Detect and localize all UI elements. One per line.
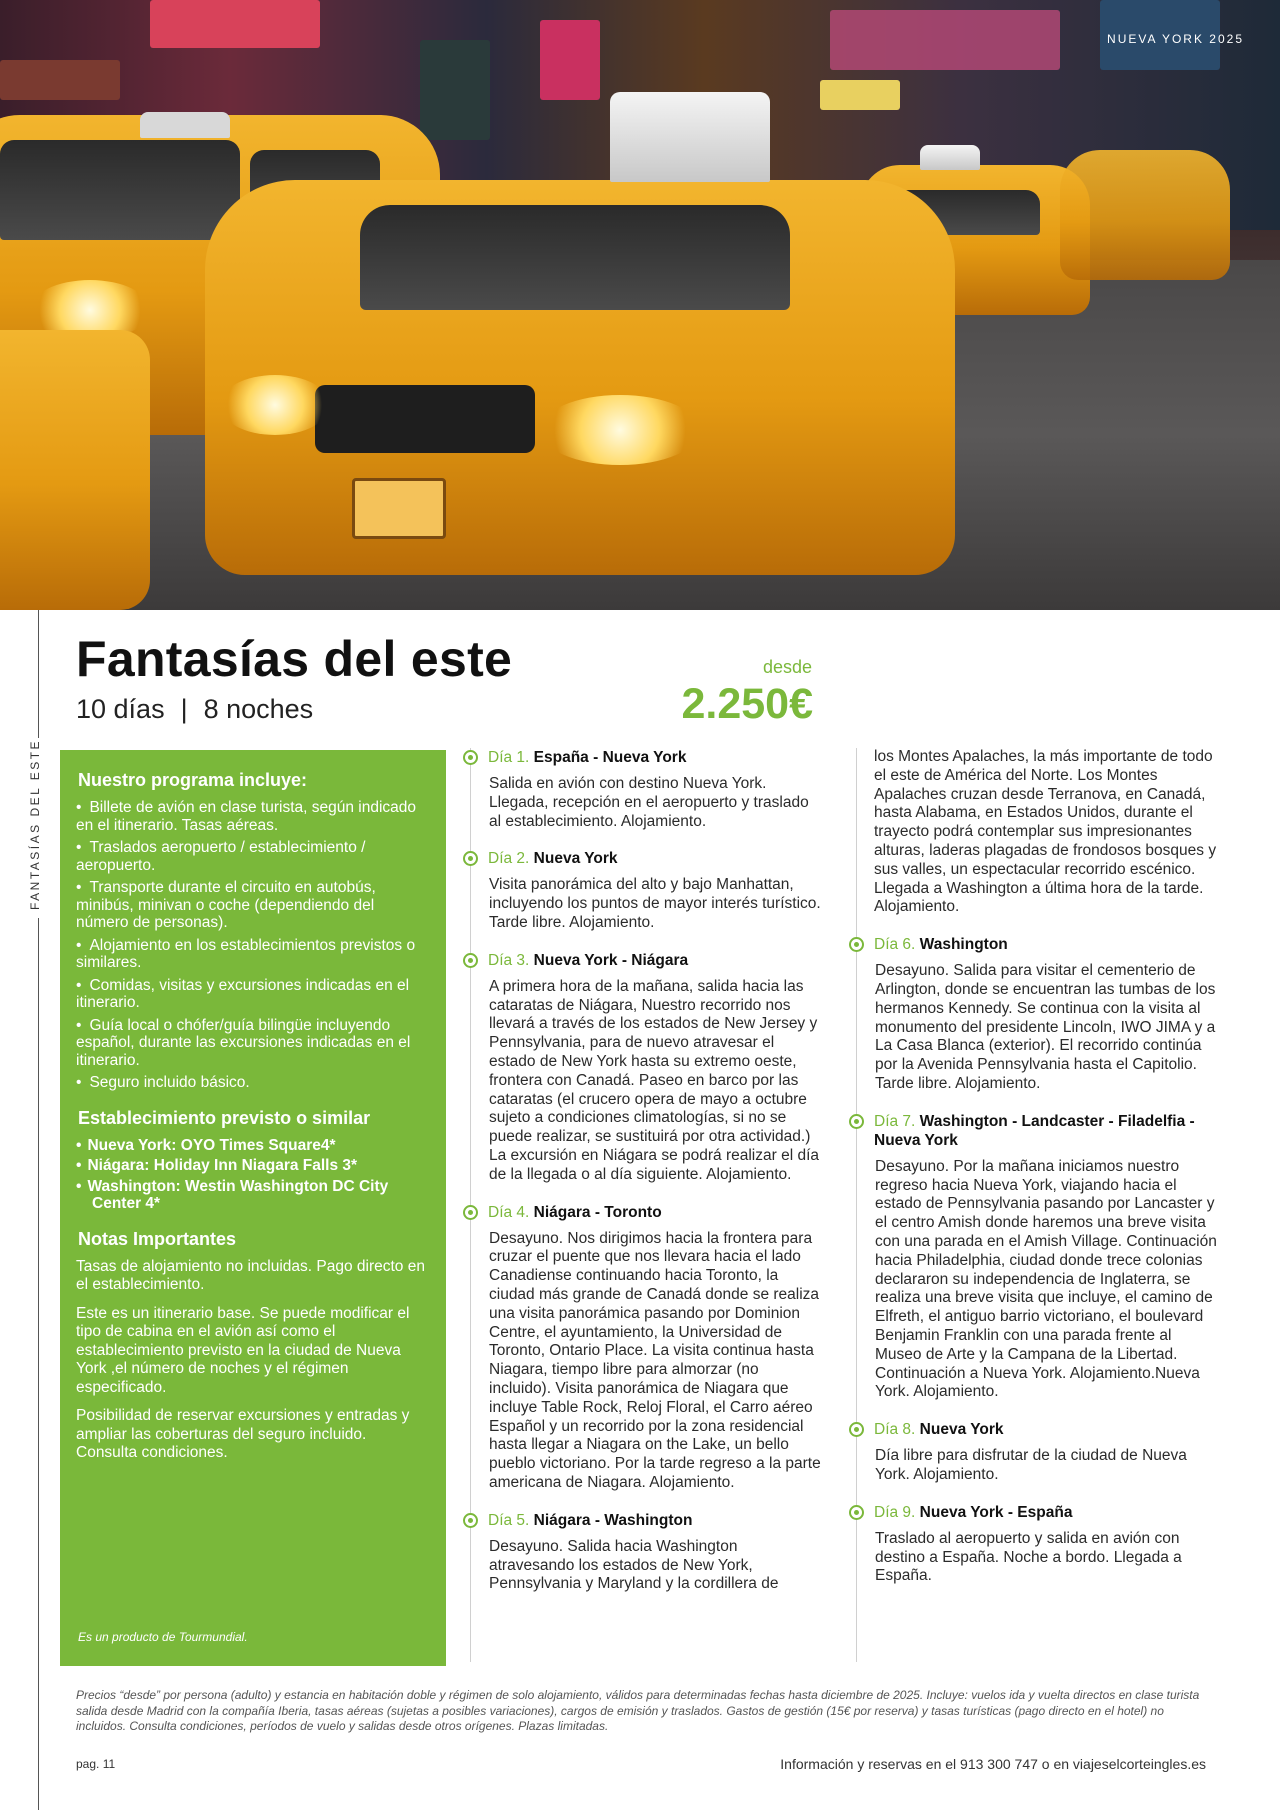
day-title: Nueva York - España	[919, 1503, 1073, 1521]
list-item: • Seguro incluido básico.	[76, 1074, 428, 1092]
day-title: Niágara - Washington	[533, 1511, 693, 1529]
list-item: • Washington: Westin Washington DC City Center 4*	[76, 1178, 428, 1213]
day-number: Día 5.	[488, 1511, 530, 1529]
day-text: Día libre para disfrutar de la ciudad de Nueva York. Alojamiento.	[875, 1447, 1187, 1483]
list-item: • Guía local o chófer/guía bilingüe incluyendo español, durante las excursiones indicadas en el itinerario.	[76, 1017, 428, 1070]
day-heading	[488, 951, 821, 970]
includes-heading: Nuestro programa incluye:	[78, 770, 308, 790]
day-heading	[488, 1511, 821, 1530]
note-paragraph: Este es un itinerario base. Se puede modificar el tipo de cabina en el avión así como el establecimiento previsto en la ciudad de Nueva York ,el número de noches y el régimen especificado.	[76, 1304, 410, 1396]
day-title: Nueva York	[919, 1421, 1004, 1439]
day-text: A primera hora de la mañana, salida hacia las cataratas de Niágara, Nuestro recorrido nos llevará a través de los estados de New Jersey y Pennsylvania, para de nuevo atravesar el estado de New York hasta su extremo oeste, frontera con Canadá. Paseo en barco por las cataratas (el crucero opera de mayo a octubre sujeto a condiciones climatologías, si no se puede realizar, se sustituirá por otra actividad.) La excursión en Niágara se podrá realizar el día de la llegada o al día siguiente. Alojamiento.	[489, 977, 819, 1183]
info-box	[60, 750, 446, 1666]
price-label: desde	[762, 657, 812, 677]
side-label: FANTASÍAS DEL ESTE	[28, 738, 42, 910]
bullet-icon	[849, 1114, 864, 1129]
day-heading	[874, 1112, 1217, 1150]
product-credit: Es un producto de Tourmundial.	[78, 1630, 248, 1644]
duration-days: 10 días	[76, 694, 165, 724]
hero-tag: NUEVA YORK 2025	[1107, 32, 1244, 46]
itinerary-day-2	[471, 849, 821, 932]
list-item: • Nueva York: OYO Times Square4*	[76, 1137, 428, 1155]
trip-duration	[76, 694, 313, 725]
note-paragraph: Tasas de alojamiento no incluidas. Pago directo en el establecimiento.	[76, 1257, 425, 1293]
day-number: Día 2.	[488, 850, 530, 868]
bullet-icon	[463, 1513, 478, 1528]
day-number: Día 9.	[874, 1503, 916, 1521]
hotels-list	[76, 1137, 428, 1213]
bullet-icon	[463, 953, 478, 968]
itinerary-column-2	[856, 748, 1217, 1662]
day-title: Washington - Landcaster - Filadelfia - Nueva York	[874, 1112, 1195, 1149]
page-title: Fantasías del este	[76, 631, 513, 687]
day-heading	[488, 849, 821, 868]
day-text: Traslado al aeropuerto y salida en avión con destino a España. Noche a bordo. Llegada a España.	[875, 1529, 1182, 1585]
day-number: Día 8.	[874, 1421, 916, 1439]
day-text: los Montes Apalaches, la más importante de todo el este de América del Norte. Los Montes Apalaches cruzan desde Terranova, en Canadá, hasta Alabama, en Estados Unidos, durante el trayecto podrá contemplar sus impresionantes alturas, laderas plagadas de frondosos bosques y sus valles, un espectacular recorrido escénico. Llegada a Washington a última hora de la tarde. Alojamiento.	[874, 748, 1217, 916]
note-paragraph: Posibilidad de reservar excursiones y entradas y ampliar las coberturas del seguro incluido. Consulta condiciones.	[76, 1407, 410, 1461]
day-title: Nueva York - Niágara	[533, 951, 689, 969]
list-item: • Comidas, visitas y excursiones indicadas en el itinerario.	[76, 977, 428, 1012]
itinerary-day-4	[471, 1203, 821, 1493]
day-text: Desayuno. Nos dirigimos hacia la frontera para cruzar el puente que nos llevara hacia el lado Canadiense continuando hacia Toronto, la ciudad más grande de Canadá donde se realiza una visita panorámica pasando por Dominion Centre, el ayuntamiento, la Universidad de Toronto, Ontario Place. La visita continua hasta Niagara, tiempo libre para almorzar (no incluido). Visita panorámica de Niagara que incluye Table Rock, Reloj Floral, el Carro aéreo Español y un recorrido por la zona residencial hasta llegar a Niagara on the Lake, un bello pueblo victoriano. Por la tarde regreso a la parte americana de Niagara. Alojamiento.	[489, 1229, 821, 1491]
itinerary-day-5	[471, 1511, 821, 1594]
page-number: pag. 11	[76, 1757, 116, 1771]
day-heading	[488, 1203, 821, 1222]
includes-list	[76, 799, 428, 1092]
bullet-icon	[849, 1422, 864, 1437]
day-text: Visita panorámica del alto y bajo Manhattan, incluyendo los puntos de mayor interés turístico. Tarde libre. Alojamiento.	[489, 876, 821, 931]
itinerary-column-1	[470, 748, 821, 1662]
day-heading	[874, 1503, 1217, 1522]
hero-image	[0, 0, 1280, 610]
notes-heading: Notas Importantes	[78, 1228, 237, 1249]
contact-info: Información y reservas en el 913 300 747 o en viajeselcorteingles.es	[780, 1756, 1206, 1772]
day-heading	[874, 1420, 1217, 1439]
bullet-icon	[463, 750, 478, 765]
itinerary-day-9	[857, 1503, 1217, 1586]
bullet-icon	[849, 1505, 864, 1520]
day-title: España - Nueva York	[533, 749, 687, 766]
day-number: Día 4.	[488, 1203, 530, 1221]
duration-separator: |	[180, 694, 188, 724]
day-number: Día 7.	[874, 1112, 916, 1130]
itinerary-day-8	[857, 1420, 1217, 1485]
day-text: Desayuno. Por la mañana iniciamos nuestro regreso hacia Nueva York, viajando hacia el estado de Pennsylvania pasando por Lancaster y el centro Amish donde haremos una breve visita con una parada en el Amish Village. Continuación hacia Philadelphia, ciudad donde trece colonias declararon su independencia de Inglaterra, se realiza una breve visita que incluye, el camino de Elfreth, el antiguo barrio victoriano, el boulevard Benjamin Franklin con una parada frente al Museo de Arte y la Campana de la Libertad. Continuación a Nueva York. Alojamiento.Nueva York. Alojamiento.	[875, 1157, 1217, 1401]
itinerary-day-6	[857, 935, 1217, 1094]
day-text: Desayuno. Salida hacia Washington atravesando los estados de New York, Pennsylvania y Maryland y la cordillera de	[489, 1537, 779, 1593]
bullet-icon	[463, 1205, 478, 1220]
day-number: Día 3.	[488, 951, 530, 969]
itinerary-day-3	[471, 951, 821, 1185]
hotels-heading: Establecimiento previsto o similar	[78, 1107, 371, 1128]
itinerary-day-7	[857, 1112, 1217, 1402]
day-text: Salida en avión con destino Nueva York. Llegada, recepción en el aeropuerto y traslado al establecimiento. Alojamiento.	[489, 775, 809, 830]
itinerary-day-5-continued	[857, 748, 1217, 917]
day-heading	[488, 748, 821, 767]
day-title: Niágara - Toronto	[533, 1203, 662, 1221]
itinerary-day-1	[471, 748, 821, 831]
price-value: 2.250€	[681, 680, 813, 728]
day-number: Día 6.	[874, 936, 916, 954]
bullet-icon	[463, 851, 478, 866]
legal-text: Precios “desde” por persona (adulto) y estancia en habitación doble y régimen de solo alojamiento, válidos para determinadas fechas hasta diciembre de 2025. Incluye: vuelos ida y vuelta directos en clase turista salida desde Madrid con la compañía Iberia, tasas aéreas (sujetas a posibles variaciones), cargos de emisión y traslados. Gastos de gestión (15€ por reserva) y tasas turísticas (pago directo en el hotel) no incluidos. Consulta condiciones, períodos de vuelo y salidas desde otros orígenes. Plazas limitadas.	[76, 1688, 1200, 1733]
list-item: • Transporte durante el circuito en autobús, minibús, minivan o coche (dependiendo del número de personas).	[76, 879, 428, 932]
list-item: • Traslados aeropuerto / establecimiento / aeropuerto.	[76, 839, 428, 874]
side-divider	[38, 918, 39, 1810]
list-item: • Niágara: Holiday Inn Niagara Falls 3*	[76, 1157, 428, 1175]
day-number: Día 1.	[488, 749, 530, 766]
list-item: • Billete de avión en clase turista, según indicado en el itinerario. Tasas aéreas.	[76, 799, 428, 834]
day-heading	[874, 935, 1217, 954]
duration-nights: 8 noches	[203, 694, 314, 724]
side-divider	[38, 610, 39, 738]
day-title: Nueva York	[533, 850, 618, 868]
bullet-icon	[849, 937, 864, 952]
day-text: Desayuno. Salida para visitar el cementerio de Arlington, donde se encuentran las tumbas de los hermanos Kennedy. Se continua con la visita al monumento del presidente Lincoln, IWO JIMA y a La Casa Blanca (exterior). El recorrido continúa por la Avenida Pennsylvania hasta el Capitolio. Tarde libre. Alojamiento.	[875, 962, 1216, 1092]
day-title: Washington	[919, 936, 1008, 954]
list-item: • Alojamiento en los establecimientos previstos o similares.	[76, 937, 428, 972]
